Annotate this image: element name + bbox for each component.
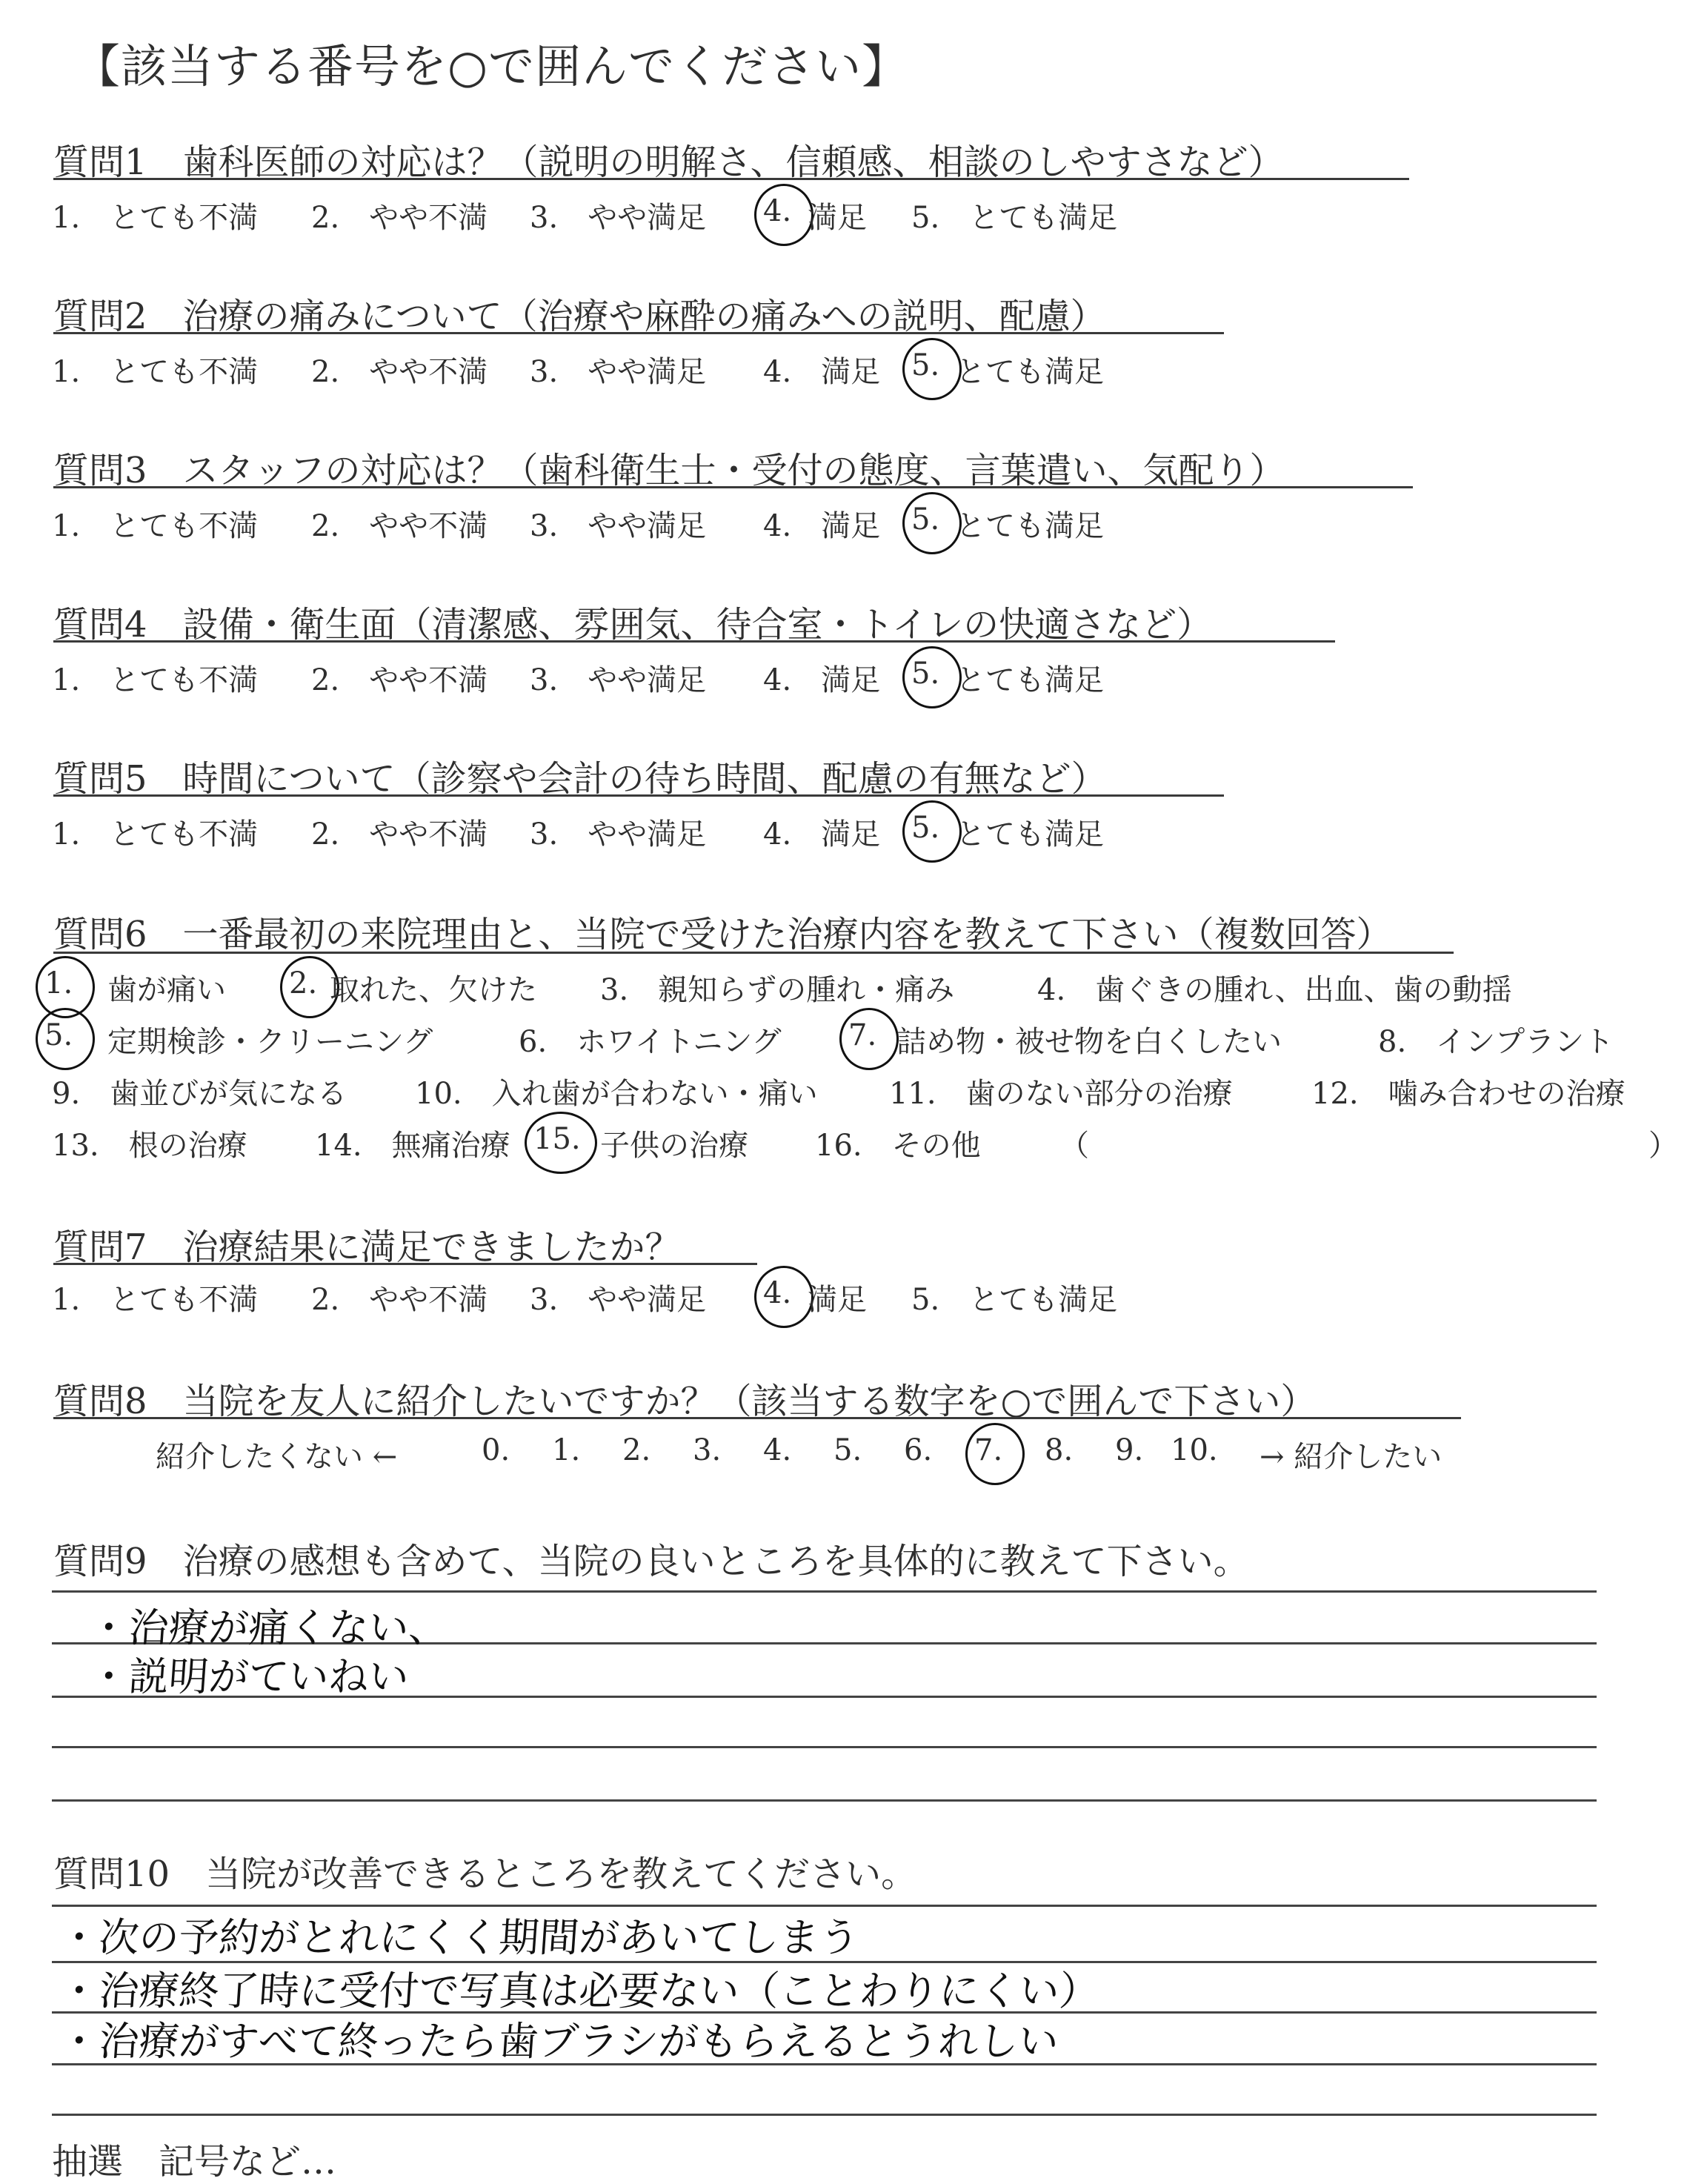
q3-option-2[interactable]: 2. やや不満 [311, 509, 488, 543]
q8-scale-2[interactable]: 2. [622, 1433, 651, 1467]
q6-option-14[interactable]: 14. 無痛治療 [315, 1129, 510, 1163]
q4-option-3[interactable]: 3. やや満足 [530, 663, 707, 697]
question-2-underline [53, 332, 1224, 334]
q2-option-1[interactable]: 1. とても不満 [52, 355, 259, 389]
q6-option-6[interactable]: 6. ホワイトニング [519, 1025, 782, 1059]
q4-option-4[interactable]: 4. 満足 [763, 663, 881, 697]
q2-option-3[interactable]: 3. やや満足 [530, 355, 707, 389]
q1-option-5[interactable]: 5. とても満足 [911, 201, 1118, 235]
q5-option-5-label: とても満足 [956, 817, 1104, 852]
q8-left-label: 紹介したくない ← [156, 1440, 398, 1474]
q4-option-1[interactable]: 1. とても不満 [52, 663, 259, 697]
question-7-underline [53, 1263, 757, 1265]
q7-option-5[interactable]: 5. とても満足 [911, 1283, 1118, 1317]
q6-option-10[interactable]: 10. 入れ歯が合わない・痛い [415, 1077, 818, 1111]
q6-option-8[interactable]: 8. インプラント [1378, 1025, 1614, 1059]
q5-option-5-selected[interactable]: 5. [911, 811, 940, 845]
q5-option-1[interactable]: 1. とても不満 [52, 817, 259, 852]
q7-option-4-selected[interactable]: 4. [763, 1276, 792, 1310]
q6-option-7-selected[interactable]: 7. [848, 1018, 877, 1052]
q7-option-2[interactable]: 2. やや不満 [311, 1283, 488, 1317]
q3-option-3[interactable]: 3. やや満足 [530, 509, 707, 543]
q6-option-2-label: 取れた、欠けた [330, 973, 537, 1007]
question-7-title: 質問7 治療結果に満足できましたか？ [53, 1227, 681, 1268]
q5-option-3[interactable]: 3. やや満足 [530, 817, 707, 852]
q8-scale-0[interactable]: 0. [482, 1433, 510, 1467]
q8-scale-3[interactable]: 3. [693, 1433, 722, 1467]
question-6-title: 質問6 一番最初の来院理由と、当院で受けた治療内容を教えて下さい（複数回答） [53, 914, 1392, 955]
q1-option-2[interactable]: 2. やや不満 [311, 201, 488, 235]
question-4-underline [53, 640, 1335, 643]
q10-answer-1[interactable]: ・次の予約がとれにくく期間があいてしまう [57, 1914, 861, 1961]
q6-option-12[interactable]: 12. 噛み合わせの治療 [1311, 1077, 1626, 1111]
q7-option-4-label: 満足 [808, 1283, 867, 1317]
q9-answer-2[interactable]: ・説明がていねい [87, 1653, 410, 1700]
q8-right-label: → 紹介したい [1260, 1440, 1443, 1474]
q6-option-4[interactable]: 4. 歯ぐきの腫れ、出血、歯の動揺 [1037, 973, 1512, 1007]
q10-answer-line-5 [52, 2114, 1597, 2116]
question-3-title: 質問3 スタッフの対応は？（歯科衛生士・受付の態度、言葉遣い、気配り） [53, 450, 1285, 491]
q6-option-13[interactable]: 13. 根の治療 [52, 1129, 247, 1163]
q6-other-open-paren: （ [1059, 1129, 1089, 1163]
q2-option-4[interactable]: 4. 満足 [763, 355, 881, 389]
q6-option-5-label: 定期検診・クリーニング [107, 1025, 433, 1059]
q5-option-4[interactable]: 4. 満足 [763, 817, 881, 852]
q8-scale-6[interactable]: 6. [904, 1433, 933, 1467]
q10-answer-3[interactable]: ・治療がすべて終ったら歯ブラシがもらえるとうれしい [57, 2018, 1060, 2065]
q6-option-15-selected[interactable]: 15. [533, 1122, 581, 1156]
q6-option-16[interactable]: 16. その他 [815, 1129, 981, 1163]
q3-option-5-selected[interactable]: 5. [911, 502, 940, 537]
q8-scale-10[interactable]: 10. [1171, 1433, 1218, 1467]
q6-option-3[interactable]: 3. 親知らずの腫れ・痛み [600, 973, 955, 1007]
q7-option-3[interactable]: 3. やや満足 [530, 1283, 707, 1317]
question-8-title: 質問8 当院を友人に紹介したいですか？（該当する数字を○で囲んで下さい） [53, 1381, 1317, 1422]
q10-answer-2[interactable]: ・治療終了時に受付で写真は必要ない（ことわりにくい） [57, 1968, 1101, 2014]
page-title: 【該当する番号を○で囲んでください】 [74, 39, 909, 93]
q6-option-15-label: 子供の治療 [600, 1129, 748, 1163]
question-10-title: 質問10 当院が改善できるところを教えてください。 [53, 1853, 917, 1895]
q9-answer-line-5 [52, 1799, 1597, 1802]
q1-option-1[interactable]: 1. とても不満 [52, 201, 259, 235]
q8-scale-1[interactable]: 1. [552, 1433, 581, 1467]
question-8-underline [53, 1417, 1461, 1419]
q6-option-1-selected[interactable]: 1. [44, 966, 73, 1000]
question-4-title: 質問4 設備・衛生面（清潔感、雰囲気、待合室・トイレの快適さなど） [53, 604, 1213, 645]
q6-option-2-selected[interactable]: 2. [289, 966, 318, 1000]
q4-option-2[interactable]: 2. やや不満 [311, 663, 488, 697]
q6-option-1-label: 歯が痛い [107, 973, 226, 1007]
q9-answer-line-1 [52, 1590, 1597, 1593]
q2-option-5-selected[interactable]: 5. [911, 348, 940, 382]
q6-other-close-paren: ） [1648, 1129, 1678, 1163]
q3-option-5-label: とても満足 [956, 509, 1104, 543]
q1-option-4-selected[interactable]: 4. [763, 194, 792, 228]
q8-scale-9[interactable]: 9. [1115, 1433, 1144, 1467]
q3-option-1[interactable]: 1. とても不満 [52, 509, 259, 543]
q9-answer-1[interactable]: ・治療が痛くない、 [87, 1604, 450, 1651]
q3-option-4[interactable]: 4. 満足 [763, 509, 881, 543]
question-1-title: 質問1 歯科医師の対応は？（説明の明解さ、信頼感、相談のしやすさなど） [53, 142, 1284, 183]
question-9-title: 質問9 治療の感想も含めて、当院の良いところを具体的に教えて下さい。 [53, 1541, 1249, 1582]
question-5-title: 質問5 時間について（診察や会計の待ち時間、配慮の有無など） [53, 758, 1107, 800]
q8-scale-4[interactable]: 4. [763, 1433, 792, 1467]
q7-option-1[interactable]: 1. とても不満 [52, 1283, 259, 1317]
q4-option-5-label: とても満足 [956, 663, 1104, 697]
question-5-underline [53, 794, 1224, 797]
q6-option-7-label: 詰め物・被せ物を白くしたい [896, 1025, 1282, 1059]
q6-option-9[interactable]: 9. 歯並びが気になる [52, 1077, 347, 1111]
question-1-underline [53, 178, 1409, 180]
q2-option-2[interactable]: 2. やや不満 [311, 355, 488, 389]
q1-option-3[interactable]: 3. やや満足 [530, 201, 707, 235]
question-2-title: 質問2 治療の痛みについて（治療や麻酔の痛みへの説明、配慮） [53, 296, 1106, 337]
q6-option-11[interactable]: 11. 歯のない部分の治療 [889, 1077, 1233, 1111]
question-3-underline [53, 486, 1413, 488]
q8-scale-5[interactable]: 5. [833, 1433, 862, 1467]
footer-partial-text: 抽選 記号など… [52, 2141, 337, 2183]
q1-option-4-label: 満足 [808, 201, 867, 235]
question-6-underline [53, 952, 1454, 954]
q9-answer-line-4 [52, 1746, 1597, 1748]
q8-scale-8[interactable]: 8. [1045, 1433, 1074, 1467]
q6-option-5-selected[interactable]: 5. [44, 1018, 73, 1052]
q4-option-5-selected[interactable]: 5. [911, 657, 940, 691]
q8-scale-7-selected[interactable]: 7. [974, 1433, 1003, 1467]
q2-option-5-label: とても満足 [956, 355, 1104, 389]
q5-option-2[interactable]: 2. やや不満 [311, 817, 488, 852]
